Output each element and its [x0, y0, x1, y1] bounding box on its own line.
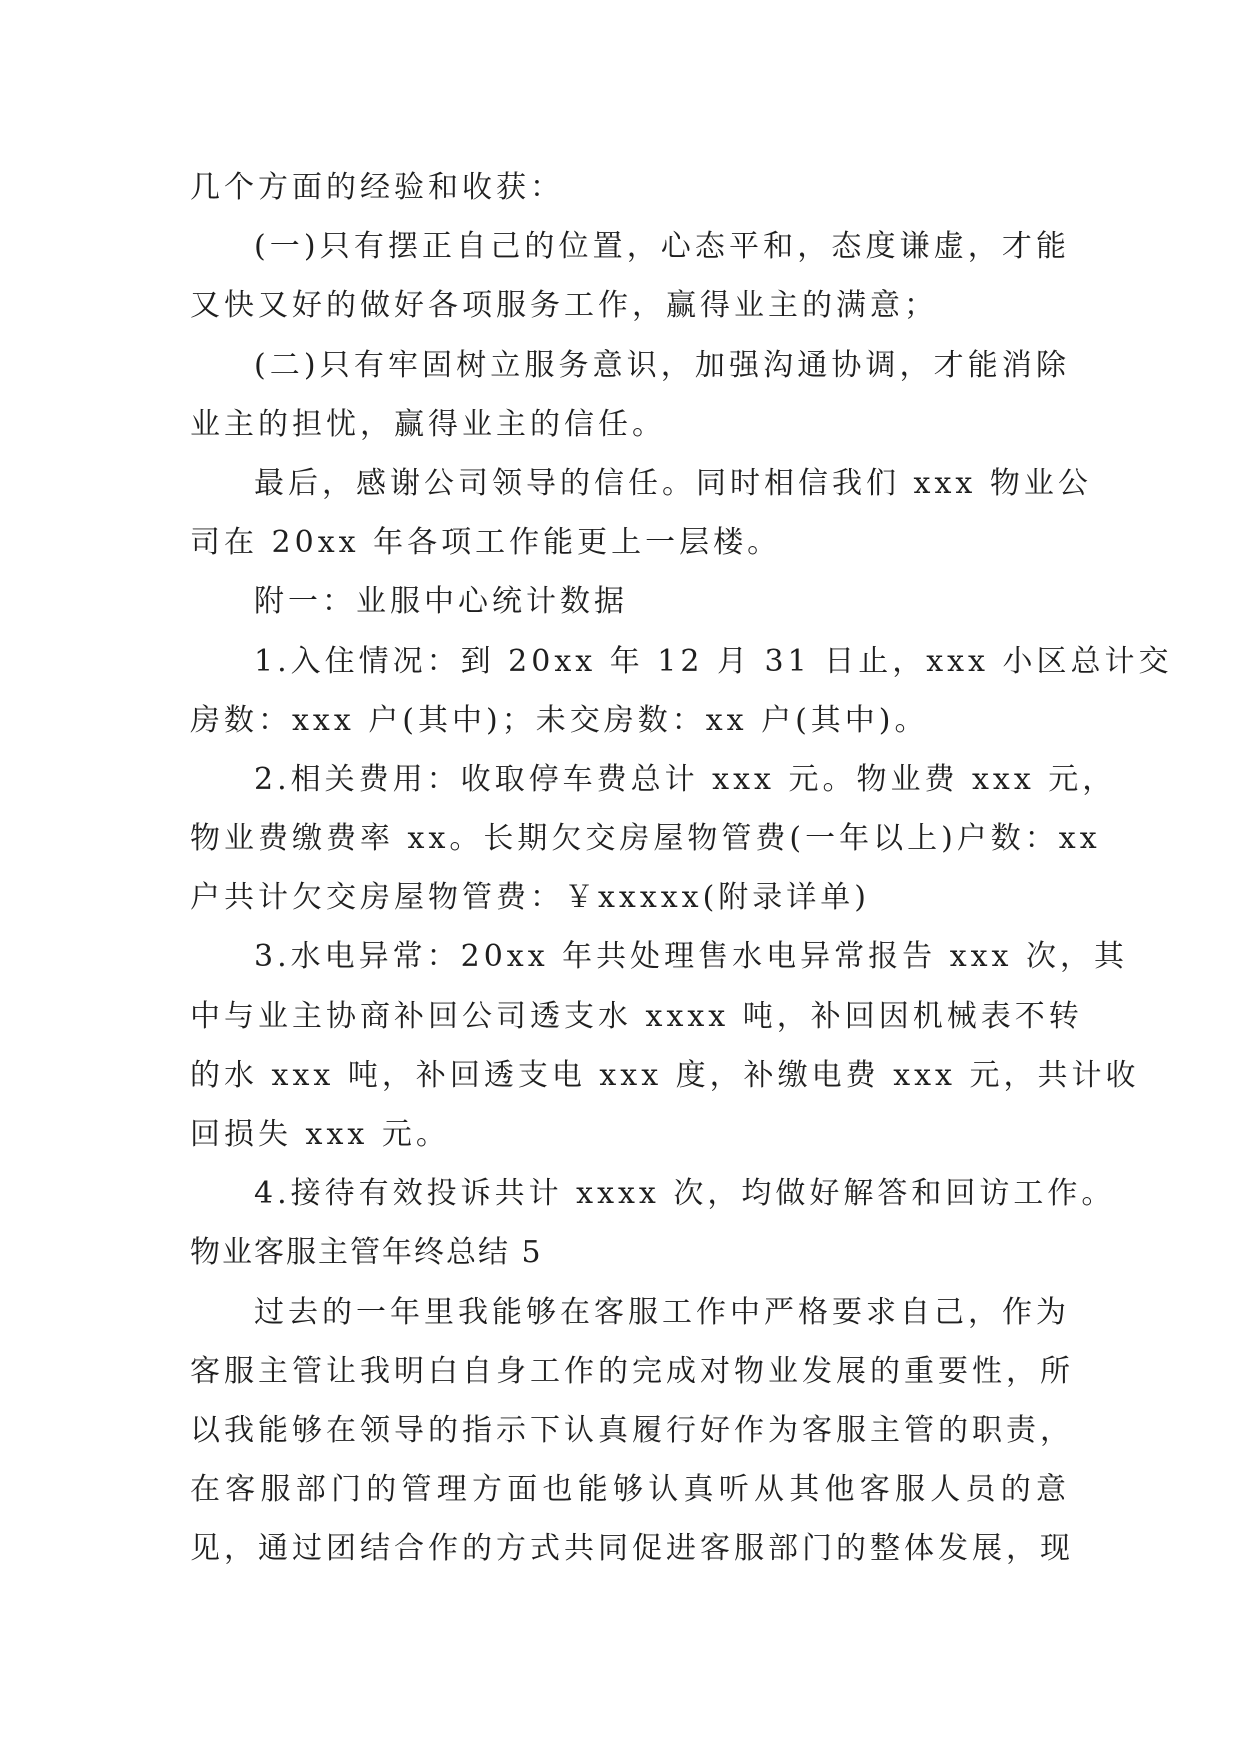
- text-line: 的水 xxx 吨，补回透支电 xxx 度，补缴电费 xxx 元，共计收: [190, 1057, 1140, 1093]
- text-line: 业主的担忧，赢得业主的信任。: [190, 406, 666, 442]
- text-line: (二)只有牢固树立服务意识，加强沟通协调，才能消除: [254, 347, 1070, 383]
- text-line: 中与业主协商补回公司透支水 xxxx 吨，补回因机械表不转: [190, 998, 1083, 1034]
- text-line: 房数：xxx 户(其中)；未交房数：xx 户(其中)。: [190, 702, 929, 738]
- text-line: 在客服部门的管理方面也能够认真听从其他客服人员的意: [190, 1472, 1070, 1508]
- text-line: 客服主管让我明白自身工作的完成对物业发展的重要性，所: [190, 1353, 1074, 1389]
- text-line: 4.接待有效投诉共计 xxxx 次，均做好解答和回访工作。: [254, 1176, 1116, 1212]
- appendix-heading: 附一：业服中心统计数据: [254, 584, 628, 620]
- text-line: 司在 20xx 年各项工作能更上一层楼。: [190, 525, 782, 561]
- text-line: 物业费缴费率 xx。长期欠交房屋物管费(一年以上)户数：xx: [190, 821, 1101, 857]
- text-line: 2.相关费用：收取停车费总计 xxx 元。物业费 xxx 元，: [254, 761, 1117, 797]
- text-line: 见，通过团结合作的方式共同促进客服部门的整体发展，现: [190, 1531, 1074, 1567]
- document-body: [190, 158, 1173, 1579]
- text-line: 户共计欠交房屋物管费：￥xxxxx(附录详单): [190, 880, 871, 916]
- text-line: 3.水电异常：20xx 年共处理售水电异常报告 xxx 次，其: [254, 939, 1128, 975]
- text-line: 又快又好的做好各项服务工作，赢得业主的满意；: [190, 288, 938, 324]
- text-line: 几个方面的经验和收获：: [190, 170, 564, 205]
- text-line: 以我能够在领导的指示下认真履行好作为客服主管的职责，: [190, 1412, 1074, 1448]
- text-line: 1.入住情况：到 20xx 年 12 月 31 日止，xxx 小区总计交: [254, 643, 1173, 679]
- text-line: 回损失 xxx 元。: [190, 1117, 450, 1152]
- section-title: 物业客服主管年终总结 5: [190, 1235, 543, 1271]
- text-line: (一)只有摆正自己的位置，心态平和，态度谦虚，才能: [254, 229, 1070, 265]
- text-line: 最后，感谢公司领导的信任。同时相信我们 xxx 物业公: [254, 465, 1092, 501]
- text-line: 过去的一年里我能够在客服工作中严格要求自己，作为: [254, 1294, 1070, 1330]
